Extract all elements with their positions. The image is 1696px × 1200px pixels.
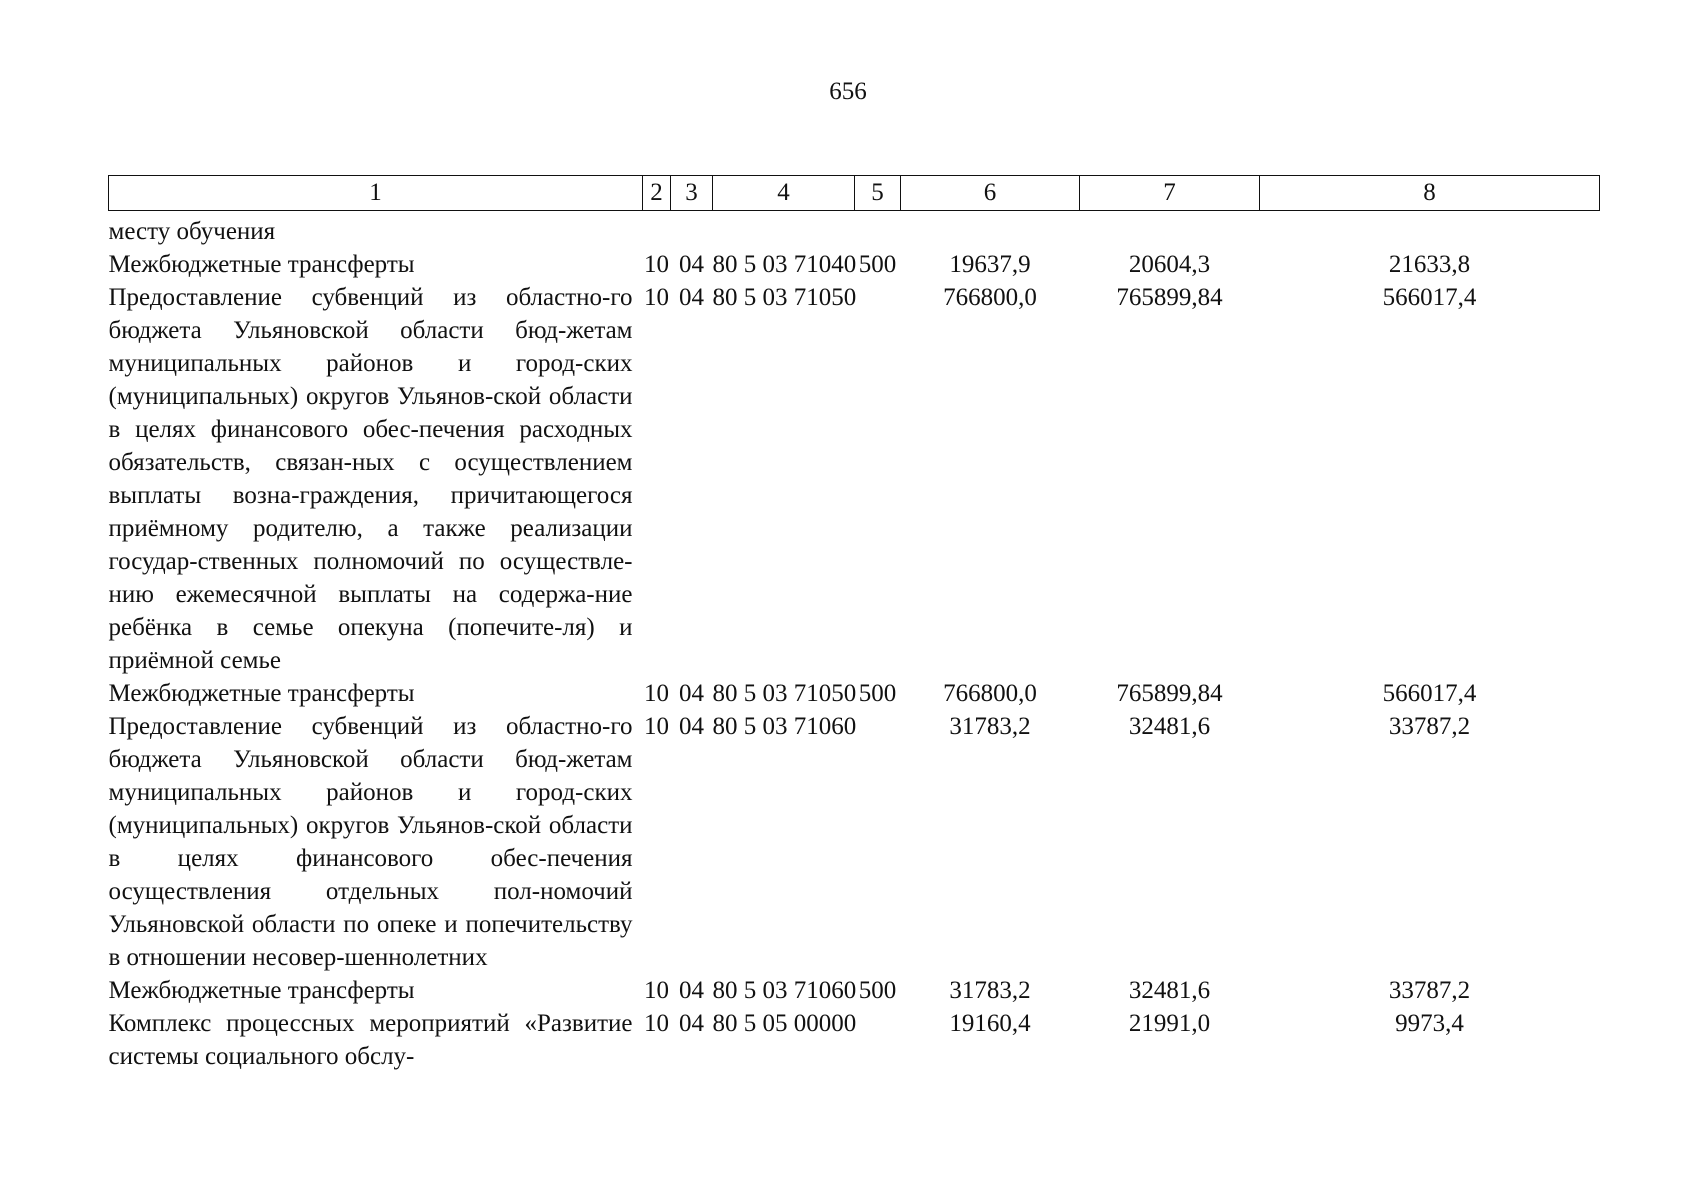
table-row: [109, 248, 1600, 281]
row-section: 10: [644, 284, 669, 311]
row-subsection: 04: [679, 977, 704, 1004]
header-col-1: 1: [109, 176, 643, 211]
budget-table: [108, 175, 1600, 1073]
header-col-8: 8: [1260, 176, 1600, 211]
row-value-7: 20604,3: [1128, 251, 1211, 278]
row-value-7: 765899,84: [1116, 284, 1223, 311]
row-target-code: 80 5 03 71040: [712, 251, 857, 278]
row-section: [643, 211, 671, 249]
header-col-2: 2: [643, 176, 671, 211]
row-subsection: 04: [679, 251, 704, 278]
row-target-code: 80 5 03 71060: [712, 977, 857, 1004]
row-value-7: 32481,6: [1128, 713, 1211, 740]
row-subsection: 04: [679, 713, 704, 740]
row-section: 10: [644, 977, 669, 1004]
table-row: [109, 1007, 1600, 1073]
row-value-8: 9973,4: [1395, 1010, 1464, 1037]
header-col-7: 7: [1080, 176, 1260, 211]
row-target-code: 80 5 03 71060: [712, 713, 857, 740]
row-name: Межбюджетные трансферты: [108, 251, 415, 278]
row-name: Межбюджетные трансферты: [108, 977, 415, 1004]
row-value-6: 766800,0: [943, 284, 1037, 311]
row-value-8: 21633,8: [1388, 251, 1471, 278]
row-target-code: [713, 211, 855, 249]
row-section: 10: [644, 1010, 669, 1037]
table-row: [109, 677, 1600, 710]
header-col-3: 3: [671, 176, 713, 211]
header-col-4: 4: [713, 176, 855, 211]
row-expense-type: 500: [858, 680, 897, 707]
row-expense-type: [855, 281, 901, 677]
row-target-code: 80 5 03 71050: [712, 680, 857, 707]
row-value-8: 566017,4: [1382, 284, 1477, 311]
row-subsection: 04: [679, 680, 704, 707]
table-row: [109, 974, 1600, 1007]
row-expense-type: 500: [858, 251, 897, 278]
row-section: 10: [644, 713, 669, 740]
row-value-6: 31783,2: [949, 977, 1031, 1004]
row-section: 10: [644, 251, 669, 278]
header-col-5: 5: [855, 176, 901, 211]
header-col-6: 6: [901, 176, 1080, 211]
header-row: [109, 176, 1600, 211]
row-section: 10: [644, 680, 669, 707]
row-value-6: 766800,0: [943, 680, 1037, 707]
row-value-8: 33787,2: [1388, 713, 1471, 740]
row-target-code: 80 5 03 71050: [712, 284, 857, 311]
row-value-6: 19160,4: [949, 1010, 1031, 1037]
row-expense-type: [855, 710, 901, 974]
row-value-7: 21991,0: [1128, 1010, 1211, 1037]
page-number: 656: [829, 78, 867, 105]
row-value-6: [901, 211, 1080, 249]
row-name: месту обучения: [108, 218, 276, 245]
row-name: Межбюджетные трансферты: [108, 680, 415, 707]
table-row: [109, 211, 1600, 249]
row-subsection: 04: [679, 284, 704, 311]
row-value-8: 566017,4: [1382, 680, 1477, 707]
row-expense-type: [855, 1007, 901, 1073]
row-expense-type: [855, 211, 901, 249]
row-expense-type: 500: [858, 977, 897, 1004]
row-value-7: 765899,84: [1116, 680, 1223, 707]
row-subsection: [671, 211, 713, 249]
row-name: Предоставление субвенций из областно-го бюджета Ульяновской области бюд-жетам муниципальных районов и город-ских (муниципальных) округов Ульянов-ской области в целях финансового обес-печения расходных обязательств, связан-ных с осуществлением выплаты возна-граждения, причитающегося приёмному родителю, а также реализации государ-ственных полномочий по осуществле-нию ежемесячной выплаты на содержа-ние ребёнка в семье опекуна (попечите-ля) и приёмной семье: [108, 284, 633, 674]
table-row: [109, 710, 1600, 974]
row-value-8: 33787,2: [1388, 977, 1471, 1004]
table-row: [109, 281, 1600, 677]
row-value-6: 19637,9: [949, 251, 1031, 278]
row-name: Предоставление субвенций из областно-го бюджета Ульяновской области бюд-жетам муниципальных районов и город-ских (муниципальных) округов Ульянов-ской области в целях финансового обес-печения осуществления отдельных пол-номочий Ульяновской области по опеке и попечительству в отношении несовер-шеннолетних: [108, 713, 633, 971]
row-value-6: 31783,2: [949, 713, 1031, 740]
row-value-7: [1080, 211, 1260, 249]
row-target-code: 80 5 05 00000: [712, 1010, 857, 1037]
row-value-8: [1260, 211, 1600, 249]
row-subsection: 04: [679, 1010, 704, 1037]
row-value-7: 32481,6: [1128, 977, 1211, 1004]
row-name: Комплекс процессных мероприятий «Развитие системы социального обслу-: [108, 1010, 633, 1070]
